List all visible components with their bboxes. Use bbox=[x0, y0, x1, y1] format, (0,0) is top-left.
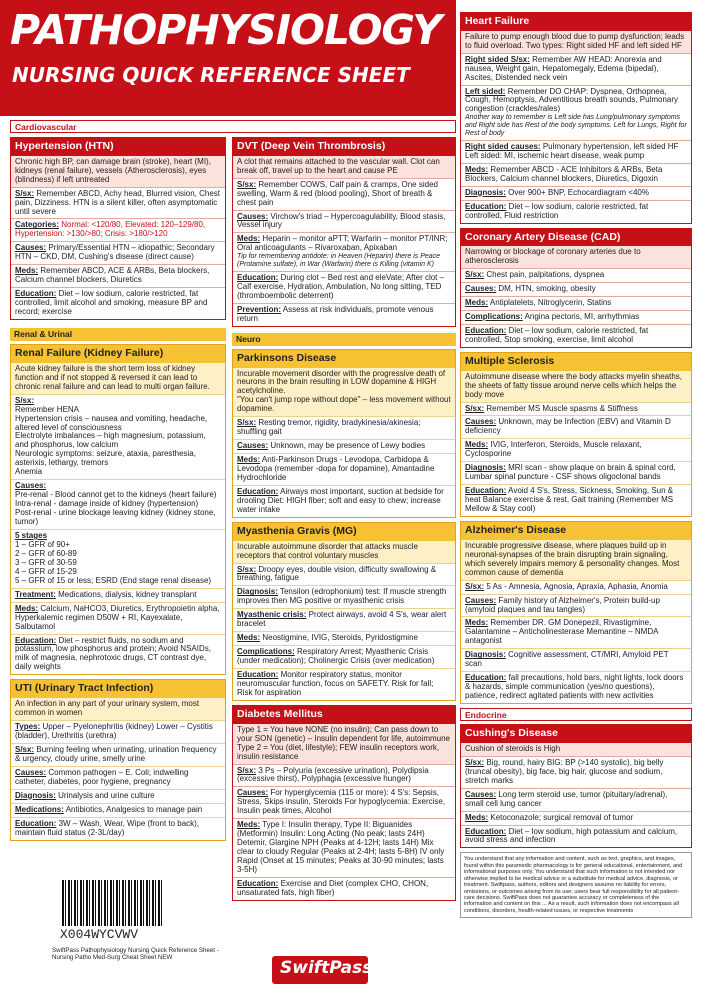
card-row: Categories: Normal: <120/80, Elevated: 120–129/80, Hypertension: >130/>80; Crisis: >180/>120 bbox=[11, 218, 225, 241]
card-row: Meds: Remember ABCD, ACE & ARBs, Beta blockers, Calcium channel blockers, Diuretics bbox=[11, 264, 225, 287]
card-row: Education: fall precautions, hold bars, night lights, lock doors & hazards, simple communication (yes/no questions), patience, redirect agitated patients with new activities bbox=[461, 671, 691, 703]
card-row: Treatment: Medications, dialysis, kidney transplant bbox=[11, 588, 225, 602]
card-title: Cushing's Disease bbox=[461, 725, 691, 743]
swiftpass-logo: SwiftPass bbox=[272, 956, 368, 984]
card-row: S/sx: Chest pain, palpitations, dyspnea bbox=[461, 268, 691, 282]
card-row: Meds: Neostigmine, IVIG, Steroids, Pyridostigmine bbox=[233, 631, 455, 645]
card-intro: Incurable autoimmune disorder that attacks muscle receptors that control voluntary muscles bbox=[233, 541, 455, 563]
cushings-card bbox=[460, 724, 692, 848]
card-row: Diagnosis: MRI scan - show plaque on brain & spinal cord, Lumbar spinal puncture - CSF shows oligoclonal bands bbox=[461, 461, 691, 484]
card-row: Left sided: Remember DO CHAP: Dyspnea, Orthopnea, Cough, Hemoptysis, Adventitious breath sounds, Pulmonary congestion (crackles/rales) Another way to remember is Left side has Lung/pulmonary symptoms and Right side has Rest of the body symptoms. Left for Lungs, Right for Rest of body bbox=[461, 85, 691, 140]
card-title: Diabetes Mellitus bbox=[233, 706, 455, 724]
card-row: Education: Exercise and Diet (complex CHO, CHON, unsaturated fats, high fiber) bbox=[233, 877, 455, 900]
dm-card bbox=[232, 705, 456, 901]
card-row: Education: Airways most important, suction at bedside for drooling Diet: HIGH fiber; soft and easy to chew; increase water intake bbox=[233, 485, 455, 517]
card-row: Right sided S/sx: Remember AW HEAD: Anorexia and nausea, Weight gain, Hepatomegaly, Edema (bipedal), Ascites, Distended neck vein bbox=[461, 53, 691, 85]
card-row: Causes: For hyperglycemia (115 or more): 4 S's: Sepsis, Stress, Skips insulin, Steroids For hypoglycemia: Exercise, Insulin peak times, Alcohol bbox=[233, 786, 455, 818]
card-row: Causes: Common pathogen – E. Coli; indwelling catheter, diabetes, poor hygiene, pregnancy bbox=[11, 766, 225, 789]
card-intro: Incurable progressive disease, where plaques build up in neuronal-synapses of the brain disrupting brain signaling, which severely impairs memory & personality changes. Most common cause of dementia bbox=[461, 540, 691, 580]
card-row: Education: During clot – Bed rest and eleVate; After clot – Calf exercise, Hydration, Ambulation, No long sitting, TED (thromboembolic deterrent) bbox=[233, 271, 455, 303]
card-row: Meds: Ketoconazole; surgical removal of tumor bbox=[461, 811, 691, 825]
barcode bbox=[62, 880, 162, 926]
card-row: S/sx: Burning feeling when urinating, urination frequency & urgency, cloudy urine, smelly urine bbox=[11, 743, 225, 766]
card-row: Causes: Unknown, may be Infection (EBV) and Vitamin D deficiency bbox=[461, 415, 691, 438]
card-intro: Chronic high BP, can damage brain (stroke), heart (MI), kidneys (renal failure), vessels (Atherosclerosis), eyes (blindness) if left untreated bbox=[11, 156, 225, 187]
hf-card bbox=[460, 12, 692, 224]
dvt-card bbox=[232, 137, 456, 327]
card-row: Diagnosis: Urinalysis and urine culture bbox=[11, 789, 225, 803]
card-title: Coronary Artery Disease (CAD) bbox=[461, 229, 691, 247]
parkinsons-card bbox=[232, 349, 456, 518]
card-row: S/sx: Droopy eyes, double vision, difficulty swallowing & breathing, fatigue bbox=[233, 563, 455, 586]
card-intro: Incurable movement disorder with the progressive death of neurons in the brain resulting in LOW dopamine & HIGH acetylcholine. "You can't jump rope without dope" – less movement without dopamine. bbox=[233, 368, 455, 417]
card-row: Education: Monitor respiratory status, monitor neuromuscular function, focus on SAFETY. Risk for fall; Risk for aspiration bbox=[233, 668, 455, 700]
card-row: Meds: Anti-Parkinson Drugs - Levodopa, Carbidopa & Levodopa (remember -dopa for dopamine), Amantadine Hydrochloride bbox=[233, 453, 455, 485]
card-row: Causes: Unknown, may be presence of Lewy bodies bbox=[233, 439, 455, 453]
card-title: Myasthenia Gravis (MG) bbox=[233, 523, 455, 541]
mg-card bbox=[232, 522, 456, 701]
card-row: Meds: Remember ABCD - ACE Inhibitors & ARBs, Beta Blockers, Calcium channel blockers, Diuretics, Digoxin bbox=[461, 163, 691, 186]
card-intro: Narrowing or blockage of coronary arteries due to atherosclerosis bbox=[461, 246, 691, 268]
uti-card bbox=[10, 679, 226, 840]
card-row: Myasthenic crisis: Protect airways, avoid 4 S's, wear alert bracelet bbox=[233, 608, 455, 631]
section-renal: Renal & Urinal bbox=[10, 328, 226, 341]
card-row: Education: Diet – low sodium, calorie restricted, fat controlled, limit alcohol and smoking, measure BP and record; exercise bbox=[11, 287, 225, 319]
card-title: Heart Failure bbox=[461, 13, 691, 31]
header-banner bbox=[0, 0, 456, 116]
card-row: Education: 3W – Wash, Wear, Wipe (front to back), maintain fluid status (2-3L/day) bbox=[11, 817, 225, 840]
card-row: Causes: Family history of Alzheimer's, Protein build-up (amyloid plaques and tau tangles) bbox=[461, 594, 691, 617]
card-row: Education: Diet – low sodium, calorie restricted, fat controlled, Fluid restriction bbox=[461, 200, 691, 223]
card-row: S/sx: 3 Ps – Polyuria (excessive urination), Polydipsia (excessive thirst), Polyphagia (excessive hunger) bbox=[233, 764, 455, 787]
card-row: S/sx: Resting tremor, rigidity, bradykinesia/akinesia; shuffling gait bbox=[233, 416, 455, 439]
section-endocrine: Endocrine bbox=[460, 708, 692, 721]
column-2 bbox=[232, 137, 456, 905]
barcode-text: X004WYCVWV bbox=[60, 927, 139, 942]
section-cardiovascular: Cardiovascular bbox=[10, 120, 456, 133]
card-row: Meds: IVIG, Interferon, Steroids, Muscle relaxant, Cyclosporine bbox=[461, 438, 691, 461]
card-row: Causes: Pre-renal - Blood cannot get to the kidneys (heart failure) Intra-renal - damage inside of kidney (hypertension) Post-renal - urine blockage leaving kidney (kidney stone, tumor) bbox=[11, 479, 225, 529]
ms-card bbox=[460, 352, 692, 517]
card-title: Renal Failure (Kidney Failure) bbox=[11, 345, 225, 363]
disclaimer: You understand that any information and content, such as text, graphics, and images, found within this paramedic pharmacology is for general educational, entertainment, and informational purposes only. You understand that such information is not intended nor otherwise implied to be medical advice or a substitute for medical advice, diagnosis, or treatment. Swiftpass, authors, editors and designers assume no liability for errors, omissions, or outcomes arising from its use; users bear full responsibility for all patient-care decisions. SwiftPass does not guarantee accuracy or completeness of the information and content on this ... As a result, such information does not encompass all conditions, disorders, health-related issues, or respective treatments bbox=[460, 852, 692, 918]
card-intro: A clot that remains attached to the vascular wall. Clot can break off, travel up to the heart and cause PE bbox=[233, 156, 455, 178]
card-intro: Failure to pump enough blood due to pump dysfunction; leads to fluid overload. Two types: Right sided HF and left sided HF bbox=[461, 31, 691, 53]
card-row: Complications: Respiratory Arrest; Myasthenic Crisis (under medication); Cholinergic Crisis (over medication) bbox=[233, 645, 455, 668]
card-intro: Acute kidney failure is the short term loss of kidney function and if not stopped & reversed it can lead to chronic renal failure and can lead to multi organ failure. bbox=[11, 363, 225, 394]
card-row: Diagnosis: Cognitive assessment, CT/MRI, Amyloid PET scan bbox=[461, 648, 691, 671]
page-title: PATHOPHYSIOLOGY bbox=[10, 6, 442, 54]
column-3 bbox=[460, 12, 692, 918]
card-title: Alzheimer's Disease bbox=[461, 522, 691, 540]
card-row: Meds: Calcium, NaHCO3, Diuretics, Erythropoietin alpha, Hyperkalemic regimen D50W + RI, Kayexalate, Salbutamol bbox=[11, 602, 225, 634]
card-row: Meds: Antiplatelets, Nitroglycerin, Statins bbox=[461, 296, 691, 310]
card-row: Causes: Long term steroid use, tumor (pituitary/adrenal), small cell lung cancer bbox=[461, 788, 691, 811]
card-row: Education: Avoid 4 S's, Stress, Sickness, Smoking, Sun & heat Balance exercise & rest, Gait training (Remember MS Mellow & Stay cool) bbox=[461, 484, 691, 516]
card-row: Complications: Angina pectoris, MI, arrhythmias bbox=[461, 310, 691, 324]
card-row: S/sx: 5 As - Amnesia, Agnosia, Apraxia, Aphasia, Anomia bbox=[461, 580, 691, 594]
card-row: Diagnosis: Over 900+ BNP, Echocardiagram <40% bbox=[461, 186, 691, 200]
card-row: Causes: Primary/Essential HTN – idiopathic; Secondary HTN – CKD, DM, Cushing's disease (direct cause) bbox=[11, 241, 225, 264]
card-row: Types: Upper – Pyelonephritis (kidney) Lower – Cystitis (bladder), Urethritis (urethra) bbox=[11, 720, 225, 743]
card-row: Meds: Heparin – monitor aPTT; Warfarin – monitor PT/INR; Oral anticoagulants – Rivaroxaban, Apixaban Tip for remembering antidote: in Heaven (Heparin) there is Peace (Protamine sulfate), in War (Warfarin) there is Killing (vitamin K) bbox=[233, 232, 455, 271]
card-title: Hypertension (HTN) bbox=[11, 138, 225, 156]
card-row: Meds: Type I: Insulin therapy, Type II: Biguanides (Metformin) Insulin: Long Acting (No peak; lasts 24H) Detemir, Glargine NPH (Peaks at 4-12H; lasts 14H) Mix clear to cloudy Regular (Peaks at 2-4H; lasts 5-8H) IV only Rapid (Onset at 15 minutes; Peaks at 30-90 minutes; lasts 3-5H) bbox=[233, 818, 455, 877]
card-row: S/sx: Remember MS Muscle spasms & Stiffness bbox=[461, 402, 691, 416]
card-row: S/sx: Big, round, hairy BIG: BP (>140 systolic), big belly (truncal obesity), big face, big hair, glucose and sodium, stretch marks bbox=[461, 756, 691, 788]
footer-text: SwiftPass Pathophysiology Nursing Quick Reference Sheet - Nursing Patho Med-Surg Cheat Sheet NEW bbox=[52, 947, 219, 961]
card-row: Education: Diet – low sodium, calorie restricted, fat controlled, Stop smoking, exercise, limit alcohol bbox=[461, 324, 691, 347]
card-row: 5 stages 1 – GFR of 90+ 2 – GFR of 60-89 3 – GFR of 30-59 4 – GFR of 15-29 5 – GFR of 15 or less; ESRD (End stage renal disease) bbox=[11, 529, 225, 588]
card-intro: Autoimmune disease where the body attacks myelin sheaths, the sheets of fatty tissue around nerve cells which helps the body move bbox=[461, 371, 691, 402]
section-neuro: Neuro bbox=[232, 333, 456, 346]
card-row: S/sx: Remember HENA Hypertension crisis – nausea and vomiting, headache, altered level of consciousness Electrolyte imbalances – high magnesium, potassium, and phosphorus, low calcium Neurologic symptoms: seizure, ataxia, paresthesia, asterixis, lethargy, tremors Anemia bbox=[11, 394, 225, 480]
card-row: Meds: Remember DR. GM Donepezil, Rivastigmine, Galantamine – Anticholinesterase Memantine – NMDA antagonist bbox=[461, 616, 691, 648]
card-row: Causes: Virchow's triad – Hypercoagulability, Blood stasis, Vessel injury bbox=[233, 210, 455, 233]
cad-card bbox=[460, 228, 692, 348]
card-intro: An infection in any part of your urinary system, most common in women bbox=[11, 698, 225, 720]
card-title: Multiple Sclerosis bbox=[461, 353, 691, 371]
card-title: UTI (Urinary Tract Infection) bbox=[11, 680, 225, 698]
column-1 bbox=[10, 120, 226, 845]
card-intro: Cushion of steroids is High bbox=[461, 743, 691, 756]
card-title: DVT (Deep Vein Thrombrosis) bbox=[233, 138, 455, 156]
alzheimers-card bbox=[460, 521, 692, 704]
card-row: Medications: Antibiotics, Analgesics to manage pain bbox=[11, 803, 225, 817]
card-row: Right sided causes: Pulmonary hypertension, left sided HF Left sided: MI, ischemic heart disease, weak pump bbox=[461, 140, 691, 163]
card-row: S/sx: Remember COWS, Calf pain & cramps, One sided swelling, Warm & red (blood pooling), Short of breath & chest pain bbox=[233, 178, 455, 210]
card-intro: Type 1 = You have NONE (no insulin); Can pass down to your SON (genetic) – Insulin dependent for life, autoimmune Type 2 = You (diet, lifestyle); FEW insulin receptors work, insulin resistance bbox=[233, 724, 455, 764]
renal-card bbox=[10, 344, 226, 675]
card-title: Parkinsons Disease bbox=[233, 350, 455, 368]
card-row: S/sx: Remember ABCD, Achy head, Blurred vision, Chest pain, Dizziness. HTN is a silent killer, often asymptomatic until severe bbox=[11, 187, 225, 219]
card-row: Causes: DM, HTN, smoking, obesity bbox=[461, 282, 691, 296]
card-row: Education: Diet – restrict fluids, no sodium and potassium, low phosphorus and protein; Avoid NSAIDs, milk of magnesia, nephrotoxic drugs, CT contrast dye, daily weights bbox=[11, 634, 225, 675]
card-row: Prevention: Assess at risk individuals, promote venous return bbox=[233, 303, 455, 326]
htn-card bbox=[10, 137, 226, 320]
card-row: Education: Diet – low sodium, high potassium and calcium, avoid stress and infection bbox=[461, 825, 691, 848]
page-subtitle: NURSING QUICK REFERENCE SHEET bbox=[12, 63, 410, 87]
card-row: Diagnosis: Tensilon (edrophonium) test: If muscle strength improves then MG positive or myasthenic crisis bbox=[233, 585, 455, 608]
